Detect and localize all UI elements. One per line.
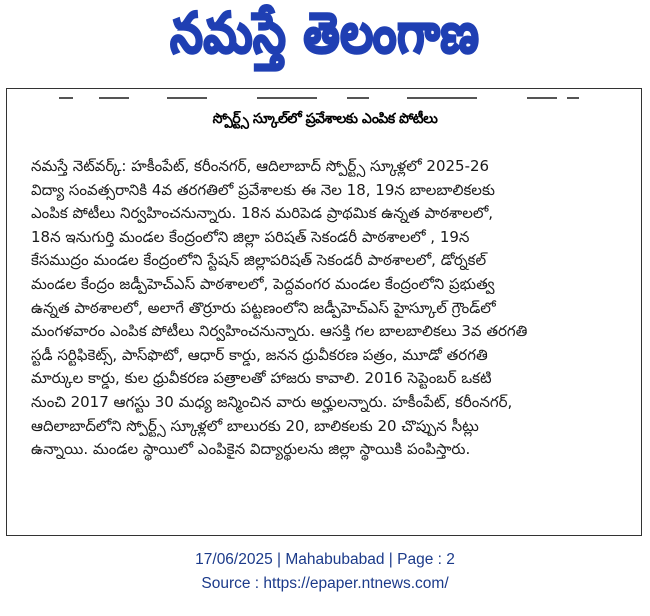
article-line: మార్కుల కార్డు, కుల ధ్రువీకరణ పత్రాలతో హాజరు కావాలి. 2016 సెప్టెంబర్ ఒకటి <box>31 369 492 388</box>
clipping-footer <box>0 548 650 596</box>
article-line: నమస్తే నెట్‌వర్క్: హకీంపేట్, కరీంనగర్, ఆదిలాబాద్ స్పోర్ట్స్ స్కూళ్లలో 2025-26 <box>31 157 490 175</box>
source-link[interactable]: Source : https://epaper.ntnews.com/ <box>201 575 449 592</box>
article-line: 18న ఇనుగుర్తి మండల కేంద్రంలోని జిల్లా పరిషత్ సెకండరీ పాఠశాలలో , 19న <box>31 227 470 246</box>
article-line: ఎంపిక పోటీలు నిర్వహించనున్నారు. 18న మరిపెడ ప్రాథమిక ఉన్నత పాఠశాలలో, <box>31 204 494 223</box>
article-line: నుంచి 2017 ఆగస్టు 30 మధ్య జన్మించిన వారు అర్హులన్నారు. హకీంపేట్, కరీంనగర్, <box>31 392 513 411</box>
article-line: ఉన్నత పాఠశాలలో, అలాగే తొర్రూరు పట్టణంలోని జడ్పీహెచ్ఎస్ హైస్కూల్ గ్రౌండ్‌లో <box>31 298 496 317</box>
article-body <box>31 155 621 462</box>
article-line: మండల కేంద్రం జడ్పీహెచ్ఎస్ పాఠశాలలో, పెద్దవంగర మండల కేంద్రంలోని ప్రభుత్వ <box>31 274 495 293</box>
article-line: విద్యా సంవత్సరానికి 4వ తరగతిలో ప్రవేశాలకు ఈ నెల 18, 19న బాలబాలికలకు <box>31 180 495 199</box>
edition-info: 17/06/2025 | Mahabubabad | Page : 2 <box>195 551 455 568</box>
news-clipping <box>6 88 642 536</box>
cropped-previous-article-strip <box>7 89 641 105</box>
article-headline: స్పోర్ట్స్ స్కూల్‌లో ప్రవేశాలకు ఎంపిక పోటీలు <box>212 111 438 127</box>
article-line: ఉన్నాయి. మండల స్థాయిలో ఎంపికైన విద్యార్థులను జిల్లా స్థాయికి పంపిస్తారు. <box>31 440 471 459</box>
article-line: మంగళవారం ఎంపిక పోటీలు నిర్వహించనున్నారు. ఆసక్తి గల బాలబాలికలు 3వ తరగతి <box>31 322 528 341</box>
article-line: కేసముద్రం మండల కేంద్రంలోని స్టేషన్ జిల్లాపరిషత్ సెకండరీ పాఠశాలలో, డోర్నకల్ <box>31 251 487 270</box>
newspaper-logo: నమస్తే తెలంగాణ <box>170 0 480 66</box>
article-line: ఆదిలాబాద్‌లోని స్పోర్ట్స్ స్కూళ్లలో బాలురకు 20, బాలికలకు 20 చొప్పున సీట్లు <box>31 416 479 435</box>
masthead <box>0 0 650 76</box>
article-line: స్టడీ సర్టిఫికెట్స్, పాస్‌ఫొటో, ఆధార్ కార్డు, జనన ధ్రువీకరణ పత్రం, మూడో తరగతి <box>31 345 488 364</box>
